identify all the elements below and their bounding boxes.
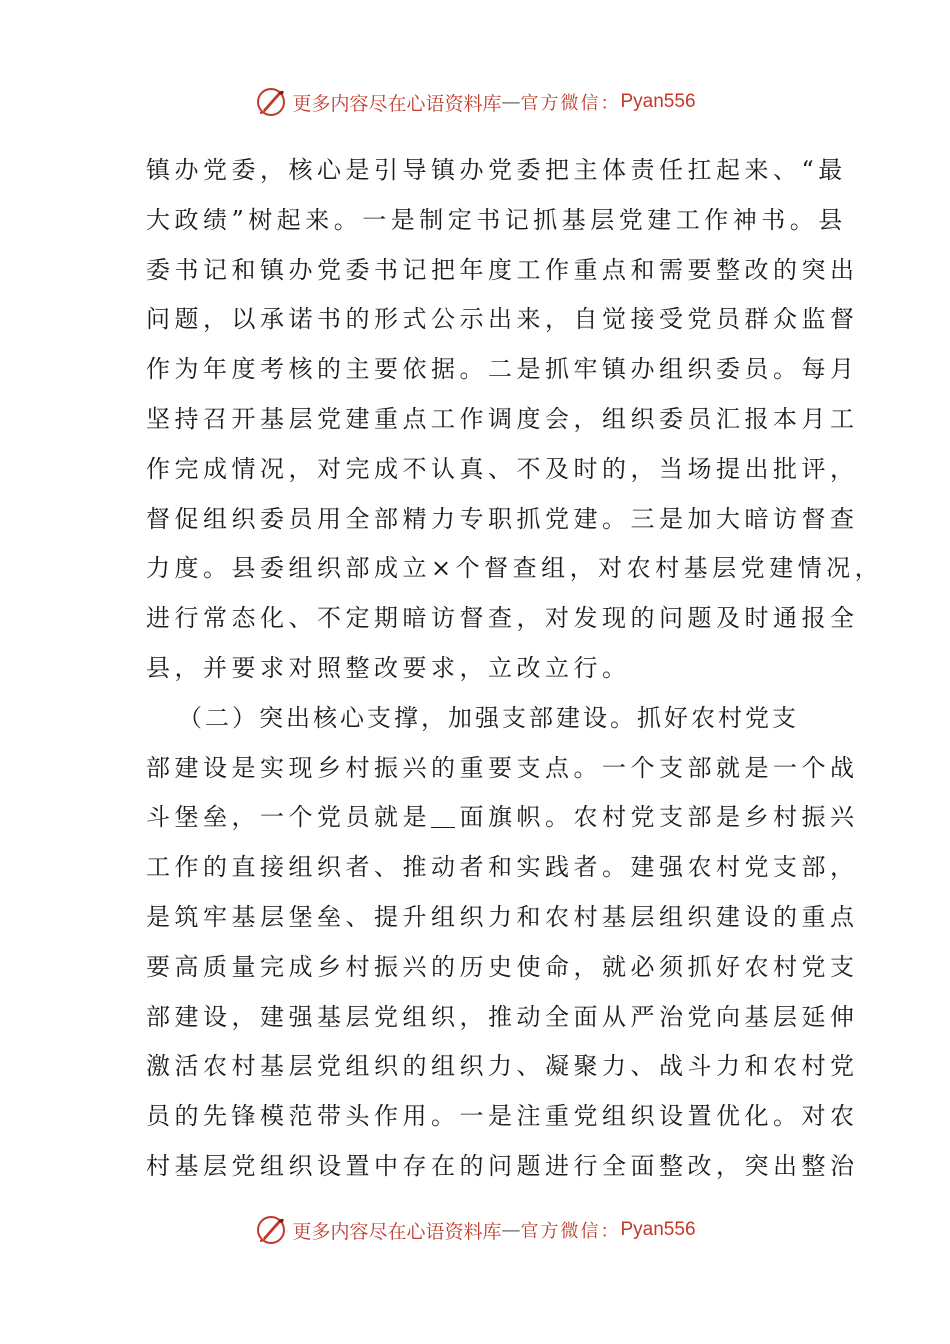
- wechat-id: Pyan556: [620, 1219, 696, 1240]
- banner-dash: —: [501, 1219, 521, 1241]
- body-line: 部建设是实现乡村振兴的重要支点。一个支部就是一个战: [146, 753, 859, 782]
- body-line: 坚持召开基层党建重点工作调度会，组织委员汇报本月工: [146, 404, 859, 433]
- footer-banner: [0, 1210, 950, 1250]
- body-line: 进行常态化、不定期暗访督查，对发现的问题及时通报全: [146, 604, 859, 633]
- wechat-label: 官方微信：: [520, 1221, 621, 1242]
- body-line: 斗堡垒，一个党员就是＿面旗帜。农村党支部是乡村振兴: [146, 803, 859, 832]
- quill-logo-icon: [254, 1213, 288, 1247]
- header-banner: [0, 82, 950, 122]
- body-line: 镇办党委，核心是引导镇办党委把主体责任扛起来、“最: [146, 156, 847, 184]
- body-line: 员的先锋模范带头作用。一是注重党组织设置优化。对农: [146, 1102, 859, 1131]
- body-line: 大政绩”树起来。一是制定书记抓基层党建工作神书。县: [146, 205, 847, 234]
- document-body: [146, 146, 884, 1192]
- library-text: 更多内容尽在心语资料库: [292, 92, 502, 115]
- section-heading-line: （二）突出核心支撑，加强支部建设。抓好农村党支: [178, 703, 799, 732]
- body-line: 是筑牢基层堡垒、提升组织力和农村基层组织建设的重点: [146, 902, 859, 931]
- library-text: 更多内容尽在心语资料库: [292, 1220, 502, 1243]
- wechat-label: 官方微信：: [520, 93, 621, 114]
- body-line: 问题，以承诺书的形式公示出来，自觉接受党员群众监督: [146, 305, 859, 334]
- body-line: 委书记和镇办党委书记把年度工作重点和需要整改的突出: [146, 255, 859, 284]
- body-line: 作完成情况，对完成不认真、不及时的，当场提出批评，: [146, 454, 859, 483]
- body-line: 部建设，建强基层党组织，推动全面从严治党向基层延伸: [146, 1002, 859, 1031]
- quill-logo-icon: [254, 85, 288, 119]
- body-line: 力度。县委组织部成立×个督查组，对农村基层党建情况，: [146, 554, 884, 583]
- body-line: 工作的直接组织者、推动者和实践者。建强农村党支部，: [146, 853, 859, 882]
- body-line: 作为年度考核的主要依据。二是抓牢镇办组织委员。每月: [146, 355, 859, 384]
- wechat-id: Pyan556: [620, 91, 696, 112]
- banner-dash: —: [501, 91, 521, 113]
- body-line: 县，并要求对照整改要求，立改立行。: [146, 653, 631, 682]
- body-line: 要高质量完成乡村振兴的历史使命，就必须抓好农村党支: [146, 952, 859, 981]
- body-line: 村基层党组织设置中存在的问题进行全面整改，突出整治: [146, 1151, 859, 1180]
- body-line: 督促组织委员用全部精力专职抓党建。三是加大暗访督查: [146, 504, 859, 533]
- body-line: 激活农村基层党组织的组织力、凝聚力、战斗力和农村党: [146, 1052, 859, 1081]
